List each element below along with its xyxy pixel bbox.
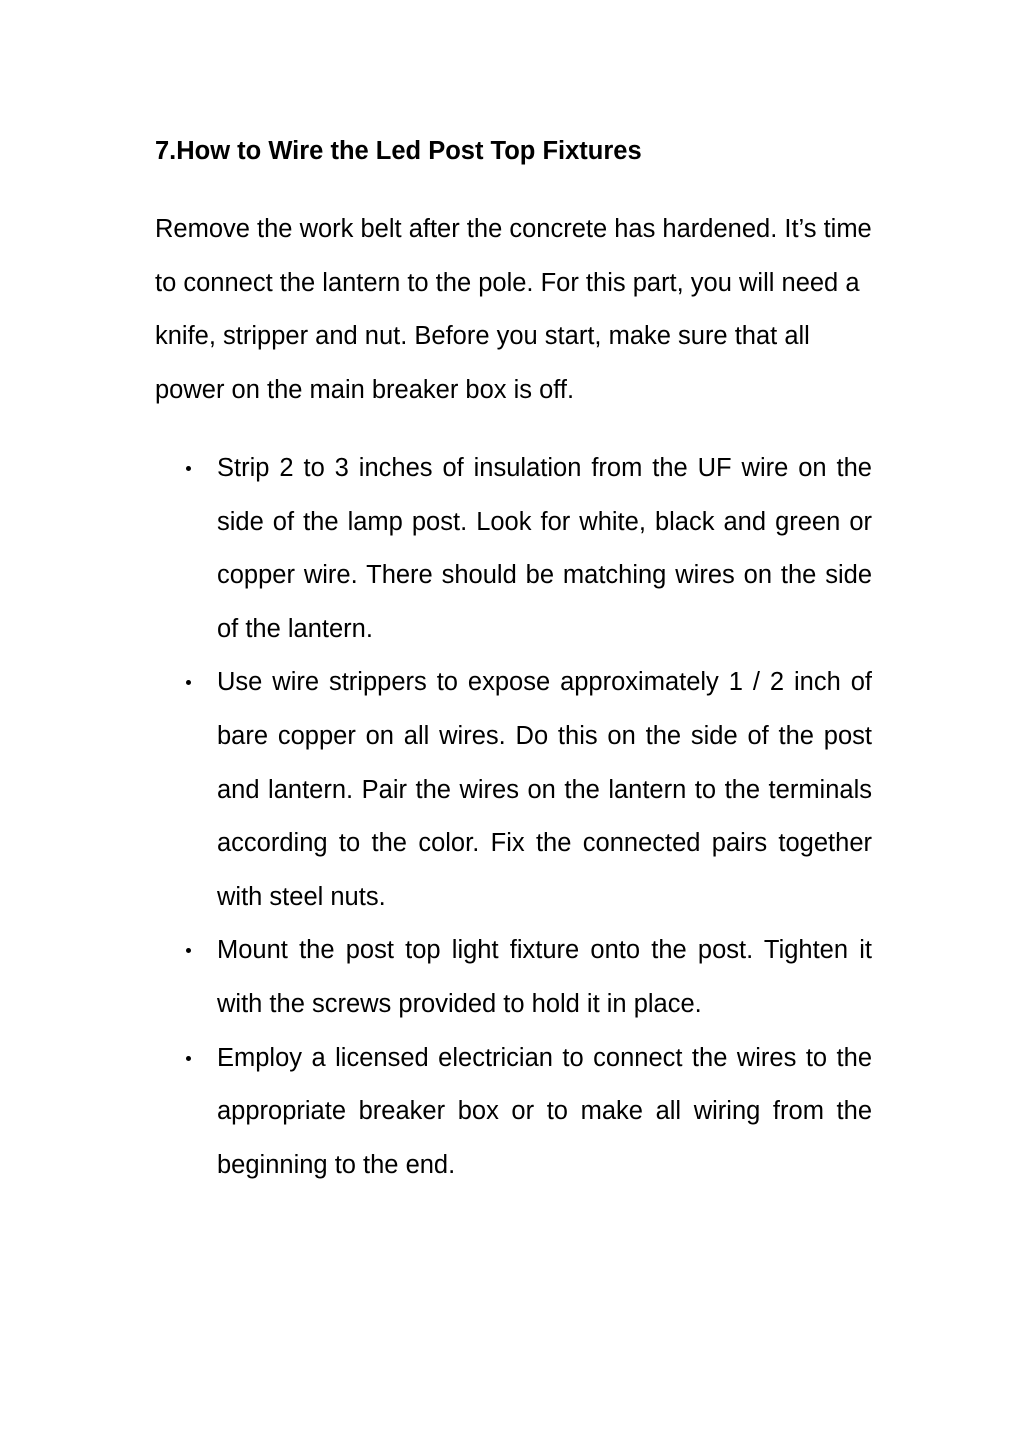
list-item xyxy=(155,1032,872,1193)
bullet-icon xyxy=(186,1056,191,1061)
list-item xyxy=(155,656,872,924)
list-item-text: Mount the post top light fixture onto the post. Tighten it with the screws provided to hold it in place. xyxy=(217,936,872,1018)
list-item xyxy=(155,442,872,656)
section-heading: 7.How to Wire the Led Post Top Fixtures xyxy=(155,137,642,165)
list-item xyxy=(155,924,872,1031)
list-item-text: Employ a licensed electrician to connect the wires to the appropriate breaker box or to make all wiring from the beginning to the end. xyxy=(217,1043,872,1179)
intro-paragraph: Remove the work belt after the concrete has hardened. It’s time to connect the lantern to the pole. For this part, you will need a knife, stripper and nut. Before you start, make sure that all power on the main breaker box is off. xyxy=(155,215,872,404)
instruction-list xyxy=(155,442,872,1192)
list-item-text: Strip 2 to 3 inches of insulation from the UF wire on the side of the lamp post. Look for white, black and green or copper wire. There should be matching wires on the side of the lantern. xyxy=(217,454,872,643)
bullet-icon xyxy=(186,680,191,685)
list-item-text: Use wire strippers to expose approximately 1 / 2 inch of bare copper on all wires. Do this on the side of the post and lantern. Pair the wires on the lantern to the terminals according to the color. Fix the connected pairs together with steel nuts. xyxy=(217,668,872,911)
bullet-icon xyxy=(186,466,191,471)
bullet-icon xyxy=(186,948,191,953)
